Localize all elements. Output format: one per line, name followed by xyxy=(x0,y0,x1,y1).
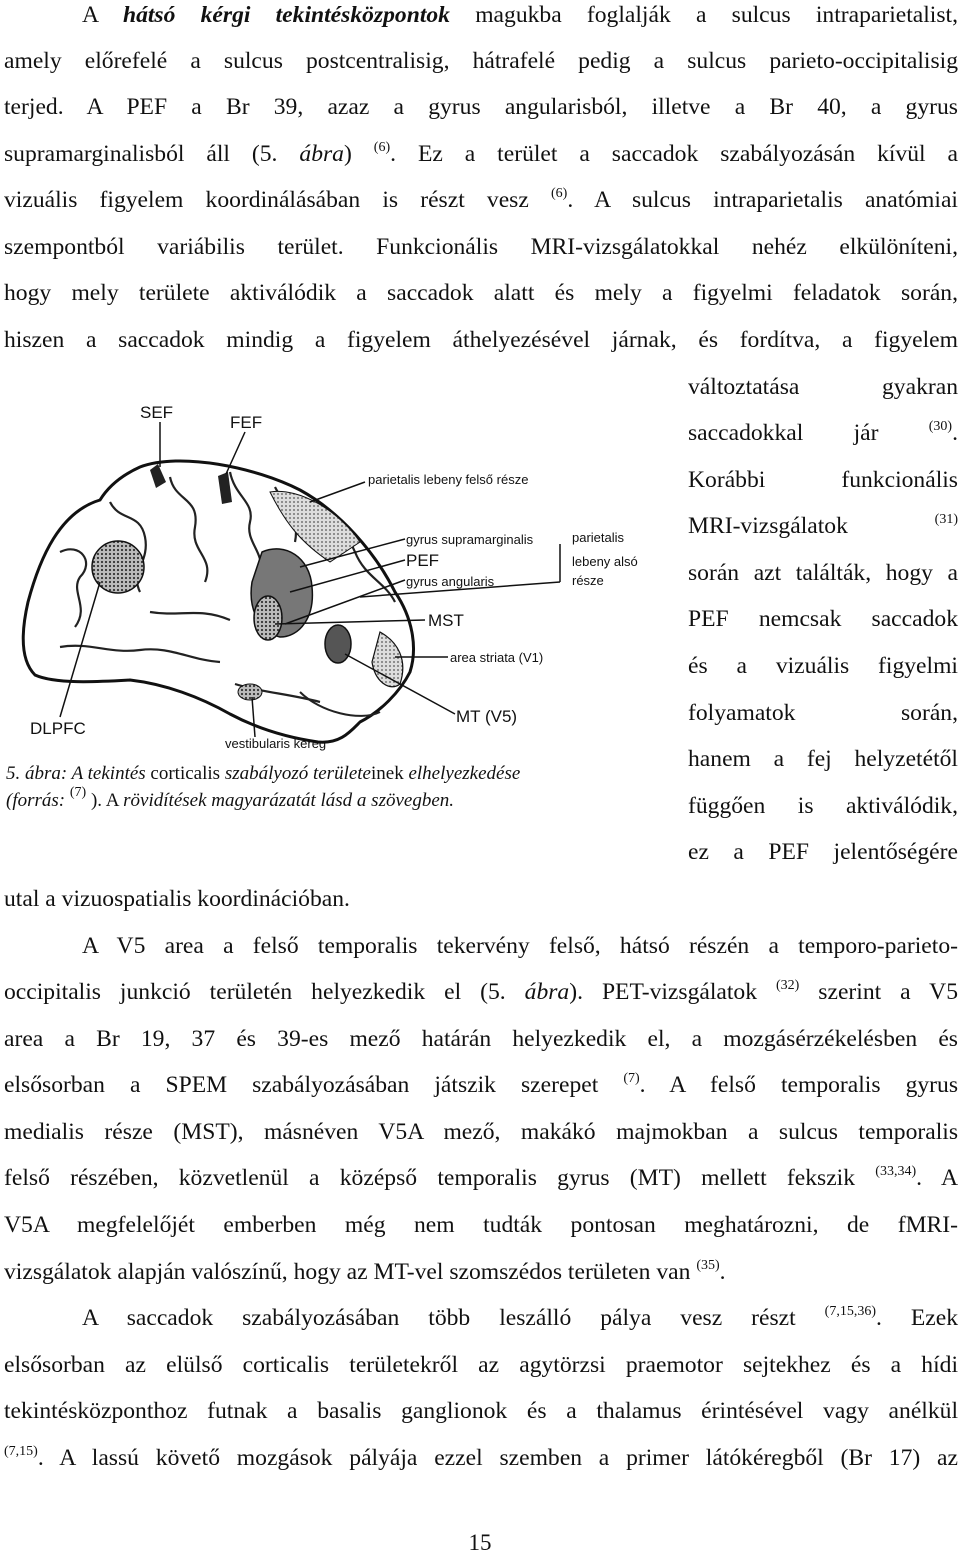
text-line: medialis része (MST), másnéven V5A mező, makákó majmokban a sulcus temporalis xyxy=(4,1119,958,1145)
mt-region xyxy=(325,625,351,663)
citation: (6) xyxy=(550,186,568,201)
text-line: során azt találták, hogy a xyxy=(688,560,958,586)
citation: (7,15) xyxy=(4,1444,38,1459)
label-gyrus-supramarginalis: gyrus supramarginalis xyxy=(406,532,534,547)
citation: (33,34) xyxy=(875,1164,917,1179)
label-pef: PEF xyxy=(406,551,440,570)
text-line: utal a vizuospatialis koordinációban. xyxy=(4,886,350,912)
label-mst: MST xyxy=(428,611,464,630)
text-line: area a Br 19, 37 és 39-es mező határán helyezkedik el, a mozgásérzékelésben és xyxy=(4,1026,958,1052)
label-parietal-inferior-1: parietalis xyxy=(572,530,625,545)
citation: (35) xyxy=(696,1258,720,1273)
label-vestibularis: vestibularis kéreg xyxy=(225,736,327,751)
text-line: vizsgálatok alapján valószínű, hogy az MT-vel szomszédos területen van $^{(35)}$. xyxy=(4,1258,726,1285)
citation: (32) xyxy=(776,978,800,993)
text-line: saccadokkal jár $^{(30)}$. xyxy=(688,419,958,446)
label-mt: MT (V5) xyxy=(456,707,518,726)
citation: (6) xyxy=(373,140,391,155)
brain-figure xyxy=(0,392,672,764)
label-gyrus-angularis: gyrus angularis xyxy=(406,574,495,589)
text-line: vizuális figyelem koordinálásában is részt vesz $^{(6)}$. A sulcus intraparietalis anatómiai xyxy=(4,186,958,213)
mst-region xyxy=(254,596,282,640)
citation: (31) xyxy=(934,512,958,527)
text-line: PEF nemcsak saccadok xyxy=(688,606,958,632)
citation: (30) xyxy=(928,419,953,434)
text-line: függően is aktiválódik, xyxy=(688,793,958,819)
text-line: változtatása gyakran xyxy=(688,374,958,400)
text-line: amely előrefelé a sulcus postcentralisig, hátrafelé pedig a sulcus parieto-occipitalisig xyxy=(4,48,958,74)
text-line: MRI-vizsgálatok $^{(31)}$ xyxy=(688,512,958,539)
label-area-striata: area striata (V1) xyxy=(450,650,544,665)
text-line: folyamatok során, xyxy=(688,700,958,726)
text-line: occipitalis junkció területén helyezkedik el (5. ábra). PET-vizsgálatok $^{(32)}$ szerint a V5 xyxy=(4,978,958,1005)
figure-caption: 5. ábra: A tekintés corticalis szabályozó területeinek elhelyezkedése (forrás: $^{(7)}$ ). A rövidítések magyarázatát lásd a szövegben. xyxy=(6,763,521,811)
page-number: 15 xyxy=(468,1530,492,1555)
text-line: A hátsó kérgi tekintésközpontok magukba foglalják a sulcus intraparietalist, xyxy=(82,2,958,28)
text-line: V5A megfelelőjét emberben még nem tudták pontosan meghatározni, de fMRI- xyxy=(4,1212,958,1238)
label-parietal-inferior-2: lebeny alsó xyxy=(572,554,638,569)
brain-outline xyxy=(23,461,413,742)
text-line: A saccadok szabályozásában több leszálló pálya vesz részt $^{(7,15,36)}$. Ezek xyxy=(82,1304,958,1331)
text-line: tekintésközponthoz futnak a basalis ganglionok és a thalamus érintésével vagy anélkül xyxy=(4,1398,958,1424)
text-line: supramarginalisból áll (5. ábra) $^{(6)}$. Ez a terület a saccadok szabályozásán kívül a xyxy=(4,140,958,167)
text-line: ez a PEF jelentőségére xyxy=(688,839,958,865)
text-line: és a vizuális figyelmi xyxy=(688,653,958,679)
text-line: hanem a fej helyzetétől xyxy=(688,746,958,772)
citation: (7) xyxy=(623,1071,640,1086)
label-parietal-superior: parietalis lebeny felső része xyxy=(368,472,529,487)
text-line: $^{(7,15)}$. A lassú követő mozgások pályája ezzel szemben a primer látókéregből (Br 17) az xyxy=(4,1444,958,1471)
text-line: hiszen a saccadok mindig a figyelem áthelyezésével járnak, és fordítva, a figyelem xyxy=(4,327,958,353)
text-line: elsősorban az elülső corticalis területekről az agytörzsi praemotor sejtekhez és a hídi xyxy=(4,1352,958,1378)
label-sef: SEF xyxy=(140,403,174,422)
label-parietal-inferior-3: része xyxy=(572,573,604,588)
label-fef: FEF xyxy=(230,413,263,432)
text-line: Korábbi funkcionális xyxy=(688,467,958,493)
text-line: A V5 area a felső temporalis tekervény felső, hátsó részén a temporo-parieto- xyxy=(82,933,958,959)
label-dlpfc: DLPFC xyxy=(30,719,86,738)
text-line: elsősorban a SPEM szabályozásában játszik szerepet $^{(7)}$. A felső temporalis gyrus xyxy=(4,1071,959,1098)
vestibular-region xyxy=(238,684,262,700)
text-line: hogy mely területe aktiválódik a saccadok alatt és mely a figyelmi feladatok során, xyxy=(4,280,958,306)
brain-diagram xyxy=(0,392,672,764)
text-line: szempontból variábilis terület. Funkcionális MRI-vizsgálatokkal nehéz elkülöníteni, xyxy=(4,234,958,260)
citation: (7) xyxy=(69,785,87,800)
citation: (7,15,36) xyxy=(824,1304,876,1319)
text-line: felső részében, közvetlenül a középső temporalis gyrus (MT) mellett fekszik $^{(33,34)}$. A xyxy=(4,1164,958,1191)
text-line: terjed. A PEF a Br 39, azaz a gyrus angularisból, illetve a Br 40, a gyrus xyxy=(4,94,958,120)
